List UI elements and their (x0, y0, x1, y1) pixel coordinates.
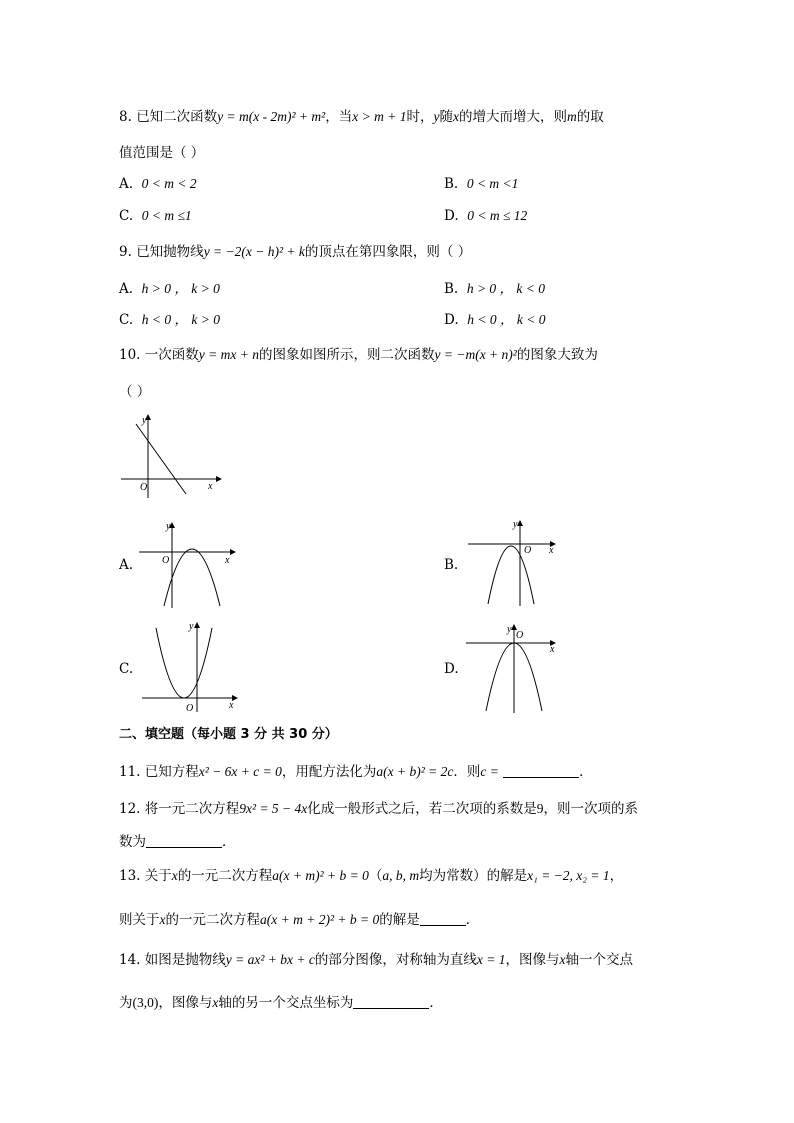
x-axis-arrow (230, 549, 236, 555)
q13-line2-text-1: 则关于 (119, 912, 160, 928)
q14-point: (3,0) (132, 995, 159, 1010)
q13-line2-text-2: 的一元二次方程 (165, 912, 260, 928)
q9-option-a (119, 279, 220, 299)
q8-text-4: 随 (439, 109, 453, 125)
origin-label: O (524, 545, 532, 556)
q13-var-x: x (171, 868, 178, 883)
q9-option-d (444, 310, 545, 330)
y-axis-arrow (517, 520, 523, 526)
origin-label: O (516, 630, 524, 641)
q11-c-equals: c = (480, 764, 499, 779)
q11-line1 (119, 762, 593, 782)
q10-text-2: 的图象如图所示，则二次函数 (258, 347, 435, 363)
q14-number: 14. (119, 952, 141, 968)
q10-option-d-graph (462, 621, 562, 715)
q10-line2: （ ） (119, 384, 151, 400)
option-label: C. (119, 312, 134, 328)
q10-linear-graph (116, 410, 226, 500)
y-axis-label: y (142, 415, 147, 426)
x-axis-arrow (216, 476, 222, 482)
y-axis-label: y (513, 519, 518, 530)
origin-label: O (140, 482, 148, 493)
q14-line2-text-1: 为 (119, 995, 133, 1011)
q12-coefficient: 9 (536, 801, 544, 816)
q14-text-4: 轴一个交点 (565, 952, 633, 968)
option-label: C. (119, 208, 134, 224)
option-label: A. (119, 176, 134, 192)
q10-option-b-graph (464, 516, 564, 608)
q10-number: 10. (119, 347, 141, 363)
option-text: h < 0 ， k > 0 (141, 312, 220, 327)
q14-line2-text-2: ，图像与 (158, 995, 213, 1011)
q12-number: 12. (119, 801, 141, 817)
option-text: 0 < m < 2 (141, 176, 197, 191)
option-text: 0 < m <1 (466, 176, 519, 191)
q8-function-formula: y = m(x - 2m)² + m² (217, 109, 326, 124)
q8-text-6: 的取 (576, 109, 604, 125)
q11-completed-square: a(x + b)² = 2c (376, 764, 454, 779)
q13-text-5: ， (609, 868, 624, 884)
q8-condition: x > m + 1 (352, 109, 407, 124)
q10-option-a-graph (134, 518, 244, 610)
q9-text-2: 的顶点在第四象限，则（ ） (304, 244, 472, 260)
q12-line2 (119, 832, 236, 852)
q14-answer-blank[interactable] (353, 994, 429, 1009)
x-axis-label: x (225, 555, 230, 566)
q13-constants: a, b, m (382, 868, 420, 883)
q11-text-2: ，用配方法化为 (281, 764, 377, 780)
q10-option-b-label: B. (444, 557, 459, 573)
q13-line1 (119, 866, 623, 886)
q8-text-2: ，当 (325, 109, 353, 125)
q14-line2-text-3: 轴的另一个交点坐标为 (218, 995, 354, 1011)
q13-equation-2: a(x + m + 2)² + b = 0 (260, 912, 380, 927)
q12-equation: 9x² = 5 − 4x (239, 801, 308, 816)
q8-option-b (444, 174, 518, 194)
q11-text-1: 已知方程 (144, 764, 199, 780)
x-axis-label: x (550, 644, 555, 655)
q14-text-3: ，图像与 (505, 952, 560, 968)
q10-line1 (119, 345, 598, 365)
q9-formula: y = −2(x − h)² + k (203, 244, 305, 259)
q8-text-1: 已知二次函数 (136, 109, 218, 125)
q13-line2 (119, 910, 479, 930)
q12-end: ． (222, 834, 236, 850)
q11-equation: x² − 6x + c = 0 (198, 764, 282, 779)
q14-line1 (119, 950, 633, 970)
q10-linear-formula: y = mx + n (198, 347, 259, 362)
option-text: 0 < m ≤ 12 (467, 208, 528, 223)
q14-end: ． (429, 995, 443, 1011)
q9-option-c (119, 310, 220, 330)
option-text: h > 0 ， k > 0 (141, 281, 220, 296)
q8-number: 8. (119, 109, 132, 125)
q10-text-1: 一次函数 (144, 347, 199, 363)
q13-equation: a(x + m)² + b = 0 (272, 868, 369, 883)
y-axis-label: y (166, 521, 171, 532)
q13-solutions: x₁ = −2, x₂ = 1 (527, 868, 610, 883)
q10-option-c-graph (138, 618, 248, 714)
q13-end: ． (465, 912, 480, 928)
q9-text-1: 已知抛物线 (136, 244, 204, 260)
q14-line2 (119, 993, 443, 1013)
q13-text-4: 均为常数）的解是 (419, 868, 528, 884)
q8-text-3: 时， (406, 109, 434, 125)
q13-text-1: 关于 (144, 868, 172, 884)
y-axis-label: y (189, 621, 194, 632)
q11-text-3: ．则 (453, 764, 481, 780)
x-axis-label: x (208, 481, 213, 492)
q8-var-x: x (452, 109, 459, 124)
q14-text-1: 如图是抛物线 (144, 952, 226, 968)
q14-text-2: 的部分图像，对称轴为直线 (314, 952, 477, 968)
option-label: A. (119, 281, 134, 297)
q10-text-3: 的图象大致为 (516, 347, 598, 363)
q12-text-3: ，则一次项的系 (543, 801, 639, 817)
section-2-heading: 二、填空题（每小题 3 分 共 30 分） (119, 727, 338, 742)
q13-line2-text-3: 的解是 (379, 912, 420, 928)
q12-line1 (119, 799, 638, 819)
x-axis-label: x (229, 700, 234, 711)
q12-line2-text: 数为 (119, 834, 146, 850)
q8-option-a (119, 174, 197, 194)
q13-text-2: 的一元二次方程 (177, 868, 273, 884)
q13-var-x-2: x (159, 912, 166, 927)
q8-line1 (119, 107, 604, 127)
q8-option-c (119, 206, 192, 226)
q11-number: 11. (119, 764, 141, 780)
q13-text-3: （ (368, 868, 383, 884)
q8-var-y: y (433, 109, 440, 124)
q13-answer-blank[interactable] (420, 911, 466, 926)
q14-var-x: x (559, 952, 566, 967)
q11-answer-blank[interactable] (503, 763, 579, 778)
y-axis-arrow (194, 622, 200, 628)
q10-quadratic-formula: y = −m(x + n)² (434, 347, 517, 362)
q14-equation: y = ax² + bx + c (225, 952, 315, 967)
option-text: h > 0 ， k < 0 (466, 281, 546, 296)
q10-option-a-label: A. (119, 557, 134, 573)
q12-text-2: 化成一般形式之后，若二次项的系数是 (307, 801, 537, 817)
q8-text-5: 的增大而增大，则 (458, 109, 567, 125)
q12-text-1: 将一元二次方程 (144, 801, 240, 817)
q9-option-b (444, 279, 545, 299)
option-text: 0 < m ≤1 (141, 208, 192, 223)
q14-axis-line: x = 1 (476, 952, 506, 967)
option-label: D. (444, 312, 459, 328)
option-label: B. (444, 176, 459, 192)
q11-end: ． (579, 764, 593, 780)
option-label: B. (444, 281, 459, 297)
q8-var-m: m (566, 109, 577, 124)
q10-option-d-label: D. (444, 661, 459, 677)
q12-answer-blank[interactable] (146, 833, 222, 848)
q9-number: 9. (119, 244, 132, 260)
option-text: h < 0 ， k < 0 (467, 312, 546, 327)
q8-line2: 值范围是（ ） (119, 145, 205, 161)
x-axis-label: x (549, 545, 554, 556)
q13-number: 13. (119, 868, 141, 884)
option-label: D. (444, 208, 459, 224)
origin-label: O (186, 703, 194, 714)
q8-option-d (444, 206, 527, 226)
q9-line1 (119, 242, 471, 262)
q14-var-x-2: x (212, 995, 219, 1010)
y-axis-label: y (507, 624, 512, 635)
origin-label: O (162, 555, 170, 566)
parabola-curve (156, 628, 212, 698)
q10-option-c-label: C. (119, 661, 134, 677)
